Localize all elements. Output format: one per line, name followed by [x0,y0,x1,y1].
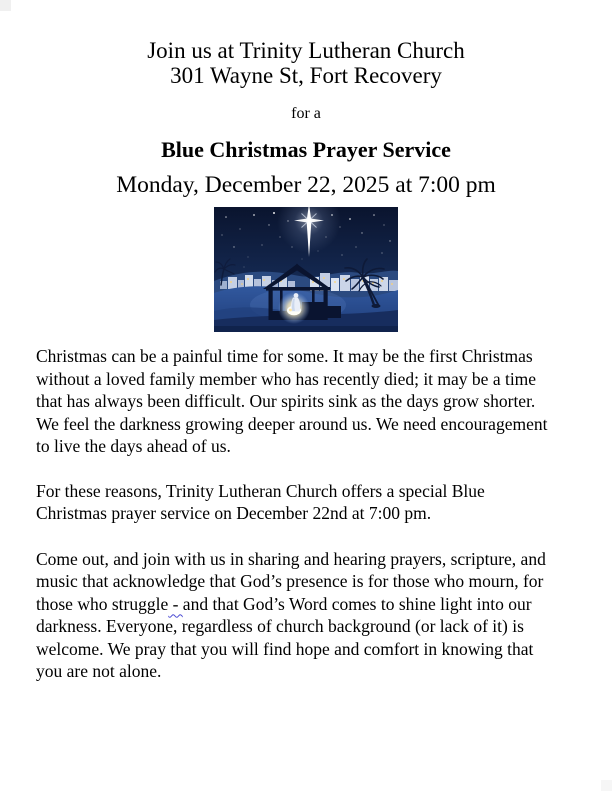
page-corner-artifact [0,0,11,11]
paragraph-1 [36,345,576,458]
text-line: For these reasons, Trinity Lutheran Church offers a special Blue [36,480,485,501]
invite-line-2: 301 Wayne St, Fort Recovery [170,63,442,88]
event-title: Blue Christmas Prayer Service [161,137,451,162]
text-line: darkness. Everyone, regardless of church background (or lack of it) is [36,616,524,636]
text-line: to live the days ahead of us. [36,436,231,456]
text-segment: those who struggle [36,593,169,614]
text-line: without a loved family member who has recently died; it may be a time [36,368,537,389]
text-line: We feel the darkness growing deeper around us. We need encouragement [36,413,548,434]
page-corner-artifact [601,780,612,791]
event-datetime: Monday, December 22, 2025 at 7:00 pm [116,172,496,198]
foreground-shadow [214,326,398,332]
preposition-text: for a [291,105,321,122]
text-segment: and that God’s Word comes to shine light into our [182,593,532,614]
holy-family-glow [278,292,310,324]
invite-line-1: Join us at Trinity Lutheran Church [147,38,465,63]
paragraph-2 [36,480,576,525]
paragraph-3 [36,548,576,683]
text-line: that has always been difficult. Our spirits sink as the days grow shorter. [36,391,536,411]
text-line: welcome. We pray that you will find hope and comfort in knowing that [36,638,534,659]
flyer-body [36,345,576,683]
nativity-scene-illustration [214,207,398,332]
text-line: Come out, and join with us in sharing and hearing prayers, scripture, and [36,548,546,569]
text-line: Christmas can be a painful time for some. It may be the first Christmas [36,346,533,366]
text-line [36,593,576,616]
text-line: music that acknowledge that God’s presence is for those who mourn, for [36,571,544,591]
text-line: you are not alone. [36,661,162,681]
grammar-squiggle-text: - [168,593,183,614]
flyer-header [0,38,612,198]
nativity-image [214,207,398,332]
text-line: Christmas prayer service on December 22nd at 7:00 pm. [36,503,432,523]
